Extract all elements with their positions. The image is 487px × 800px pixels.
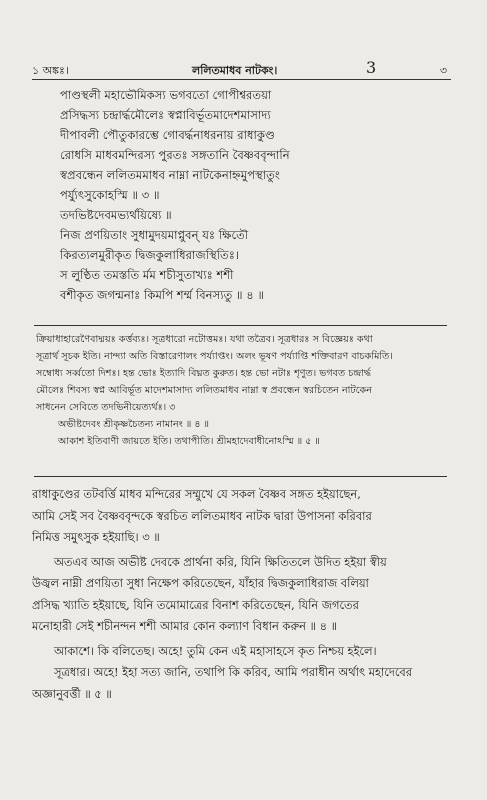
verse-line: স লুণ্ঠিত তমস্ততি র্মম শচীসুতাখ্যঃ শশী <box>60 268 234 282</box>
verse-line: রোধসি মাধবমন্দিরস্য পুরতঃ সঙ্গতানি বৈষ্ণববৃন্দানি <box>60 148 290 162</box>
verse-line: তদভিষ্টদেবমভ্যর্থয়িষ্যে ॥ <box>60 208 172 222</box>
act-label: ১ অঙ্কঃ। <box>32 64 69 77</box>
commentary-line: ক্রিয়াধাহারেণৈবাদ্ময়ঃ কর্ত্তব্যঃ। সূত্রধারো নটোত্তমঃ। যথা তত্রৈব। সূত্রধারঃ স বিজ্ঞেয়ঃ কথা <box>36 334 373 345</box>
commentary-block <box>36 331 451 450</box>
verse-line: পাণ্ডস্থলী মহাভৌমিকস্য ভগবতো গোপীশ্বরতয়া <box>60 88 272 102</box>
translation-line: উজ্বল নাম্নী প্রণয়িতা সুধা নিক্ষেপ করিতেছেন, যাঁহার দ্বিজকুলাধিরাজ বলিয়া <box>32 576 369 590</box>
translation-line: রাধাকুণ্ডের তটবর্ত্তি মাধব মন্দিরের সম্মুখে যে সকল বৈষ্ণব সঙ্গত হইয়াছেন, <box>32 487 361 501</box>
bengali-page-number: ৩ <box>439 64 447 77</box>
commentary-line: সাধনেন সেবিতে তদভিনীয়েত্যর্থঃ। ৩ <box>36 402 176 413</box>
translation-line: অজ্ঞানুবর্ত্তী ॥ ৫ ॥ <box>32 686 112 701</box>
verse-line: স্বপ্রবন্ধেন ললিতমমাধব নাম্না নাটকেনাহ্নমুপস্থাতুং <box>60 168 280 182</box>
commentary-divider <box>34 325 447 326</box>
verse-line: প্রসিদ্ধস্য চন্দ্রার্দ্ধমৌলেঃ স্বপ্নাবির্ভূতমাদেশমাসাদ্য <box>60 108 271 122</box>
translation-line: আকাশে। কি বলিতেছ। অহে! তুমি কেন এই মহাসাহসে কৃত নিশ্চয় হইলে। <box>54 643 377 658</box>
translation-divider <box>34 476 447 477</box>
commentary-line: আকাশ ইতিবাণী জায়তে ইতি। তথাপীতি। শ্রীমহাদেবাধীনোঽস্মি ॥ ৫ ॥ <box>58 436 320 447</box>
commentary-line: মৌলেঃ শিবস্য স্বপ্ন আবির্ভূত মাদেশমাসাদ্য ললিতমাধব নাম্না স্ব প্রবন্ধেন স্বরচিতেন নাটকেন <box>36 385 372 396</box>
running-title: ললিতমাধব নাটকং। <box>192 64 278 77</box>
verse-line: বশীকৃত জগন্মনাঃ কিমপি শর্ম্ম বিনস্যতু ॥ ৪ ॥ <box>60 288 265 302</box>
sanskrit-verse-block <box>60 85 457 305</box>
translation-line: সূত্রধার। অহে! ইহা সত্য জানি, তথাপি কি করিব, আমি পরাধীন অর্থাৎ মহাদেবের <box>54 665 413 679</box>
commentary-line: সূত্রার্থ সূচক ইতি। নান্দ্যা অতি বিস্তারেণালং পর্য্যাপ্তং। অলং ভূষণ পর্য্যাপ্তি শক্তিবারণ বাচকমিতি। <box>36 351 393 362</box>
translation-line: অতএব আজ অভীষ্ট দেবকে প্রার্থনা করি, যিনি ক্ষিতিতলে উদিত হইয়া স্বীয় <box>54 554 387 569</box>
commentary-line: সম্বোধ্য সর্ব্বতো দিশঃ। হন্ত ভোঃ ইত্যাদি বিঘ্নত কুরুত। হন্ত ভো নটাঃ শৃণুত। ভগবত চন্দ্রার্দ্ধ <box>36 368 372 379</box>
page-header <box>32 58 447 80</box>
translation-line: আমি সেই সব বৈষ্ণববৃন্দকে স্বরচিত ললিতমাধব নাটক দ্বারা উপাসনা করিবার <box>32 508 372 523</box>
page-number: 3 <box>366 58 377 77</box>
bengali-translation-block <box>32 484 449 705</box>
commentary-line: অভীষ্টদেবং শ্রীকৃষ্ণচৈতন্য নামানং ॥ ৪ ॥ <box>58 419 210 430</box>
verse-line: পর্য্যুৎসুকোহস্মি ॥ ৩ ॥ <box>60 188 160 202</box>
verse-line: নিজ প্রণয়িতাং সুধামুদয়মাপ্নুবন্ যঃ ক্ষিতৌ <box>60 228 249 242</box>
verse-line: কিরত্যলমুরীকৃত দ্বিজকুলাধিরাজস্থিতিঃ। <box>60 248 240 262</box>
translation-line: প্রসিদ্ধ খ্যাতি হইয়াছে, যিনি তমোমাত্রের বিনাশ করিতেছেন, যিনি জগতের <box>32 597 359 612</box>
verse-line: দীপাবলী পৌতুকারম্ভে গোবর্দ্ধনাধরনায় রাধাকুণ্ড <box>60 128 275 142</box>
translation-line: নিমিত্ত সমুৎসুক হইয়াছি। ৩ ॥ <box>32 530 160 544</box>
translation-line: মনোহারী সেই শচীনন্দন শশী আমার কোন কল্যাণ বিধান করুন ॥ ৪ ॥ <box>32 619 338 633</box>
header-rule <box>32 79 451 80</box>
